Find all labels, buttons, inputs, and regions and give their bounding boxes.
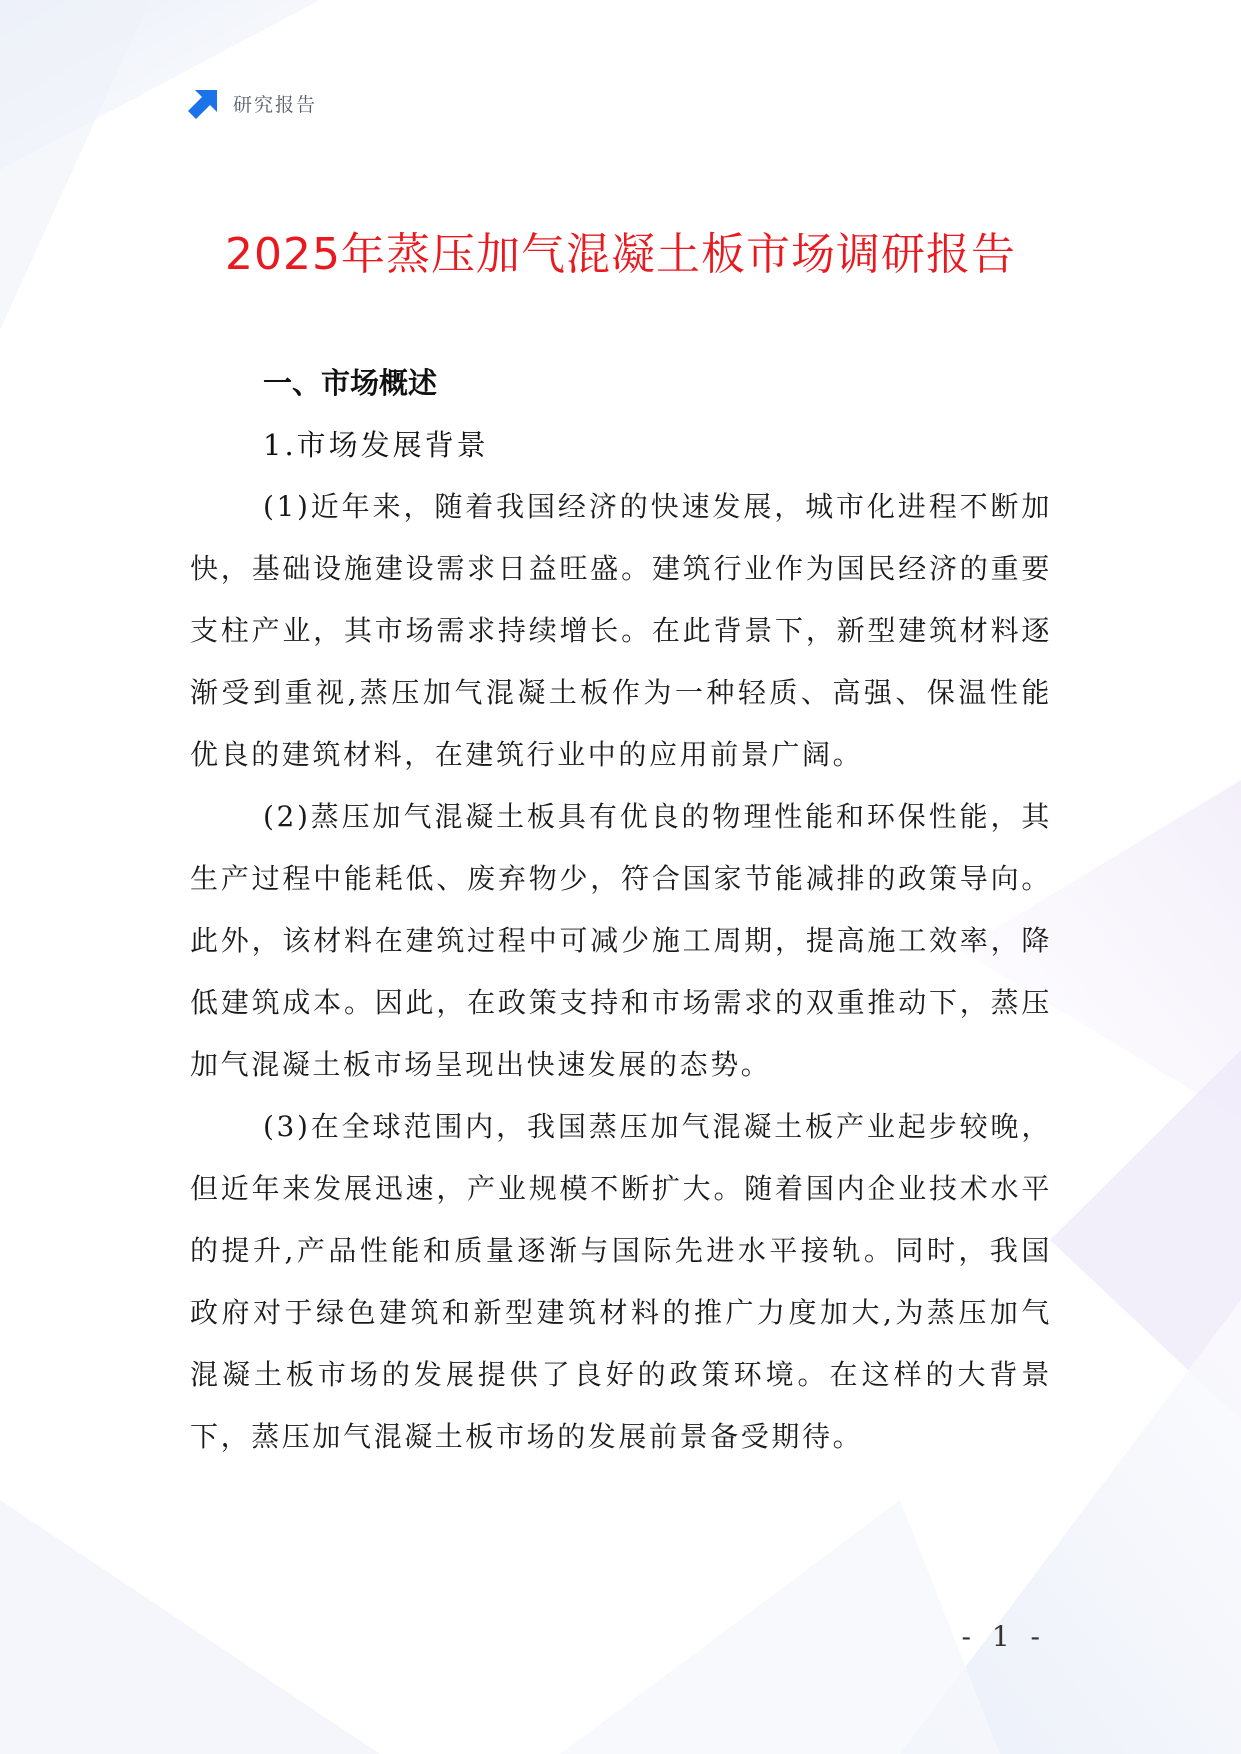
document-body (190, 352, 1052, 1468)
arrow-logo-icon (187, 86, 221, 120)
page-number: - 1 - (961, 1620, 1046, 1653)
paragraph: (1)近年来，随着我国经济的快速发展，城市化进程不断加快，基础设施建设需求日益旺盛。建筑行业作为国民经济的重要支柱产业，其市场需求持续增长。在此背景下，新型建筑材料逐渐受到重视,蒸压加气混凝土板作为一种轻质、高强、保温性能优良的建筑材料，在建筑行业中的应用前景广阔。 (190, 490, 1052, 771)
header-label: 研究报告 (233, 93, 318, 116)
section-heading: 一、市场概述 (263, 366, 438, 400)
report-header (187, 86, 317, 120)
subsection-heading: 1.市场发展背景 (263, 428, 489, 462)
document-title: 2025年蒸压加气混凝土板市场调研报告 (225, 229, 1016, 280)
paragraph: (2)蒸压加气混凝土板具有优良的物理性能和环保性能，其生产过程中能耗低、废弃物少，符合国家节能减排的政策导向。此外，该材料在建筑过程中可减少施工周期，提高施工效率，降低建筑成本。因此，在政策支持和市场需求的双重推动下，蒸压加气混凝土板市场呈现出快速发展的态势。 (190, 800, 1052, 1081)
paragraph: (3)在全球范围内，我国蒸压加气混凝土板产业起步较晚，但近年来发展迅速，产业规模不断扩大。随着国内企业技术水平的提升,产品性能和质量逐渐与国际先进水平接轨。同时，我国政府对于绿色建筑和新型建筑材料的推广力度加大,为蒸压加气混凝土板市场的发展提供了良好的政策环境。在这样的大背景下，蒸压加气混凝土板市场的发展前景备受期待。 (190, 1110, 1052, 1453)
